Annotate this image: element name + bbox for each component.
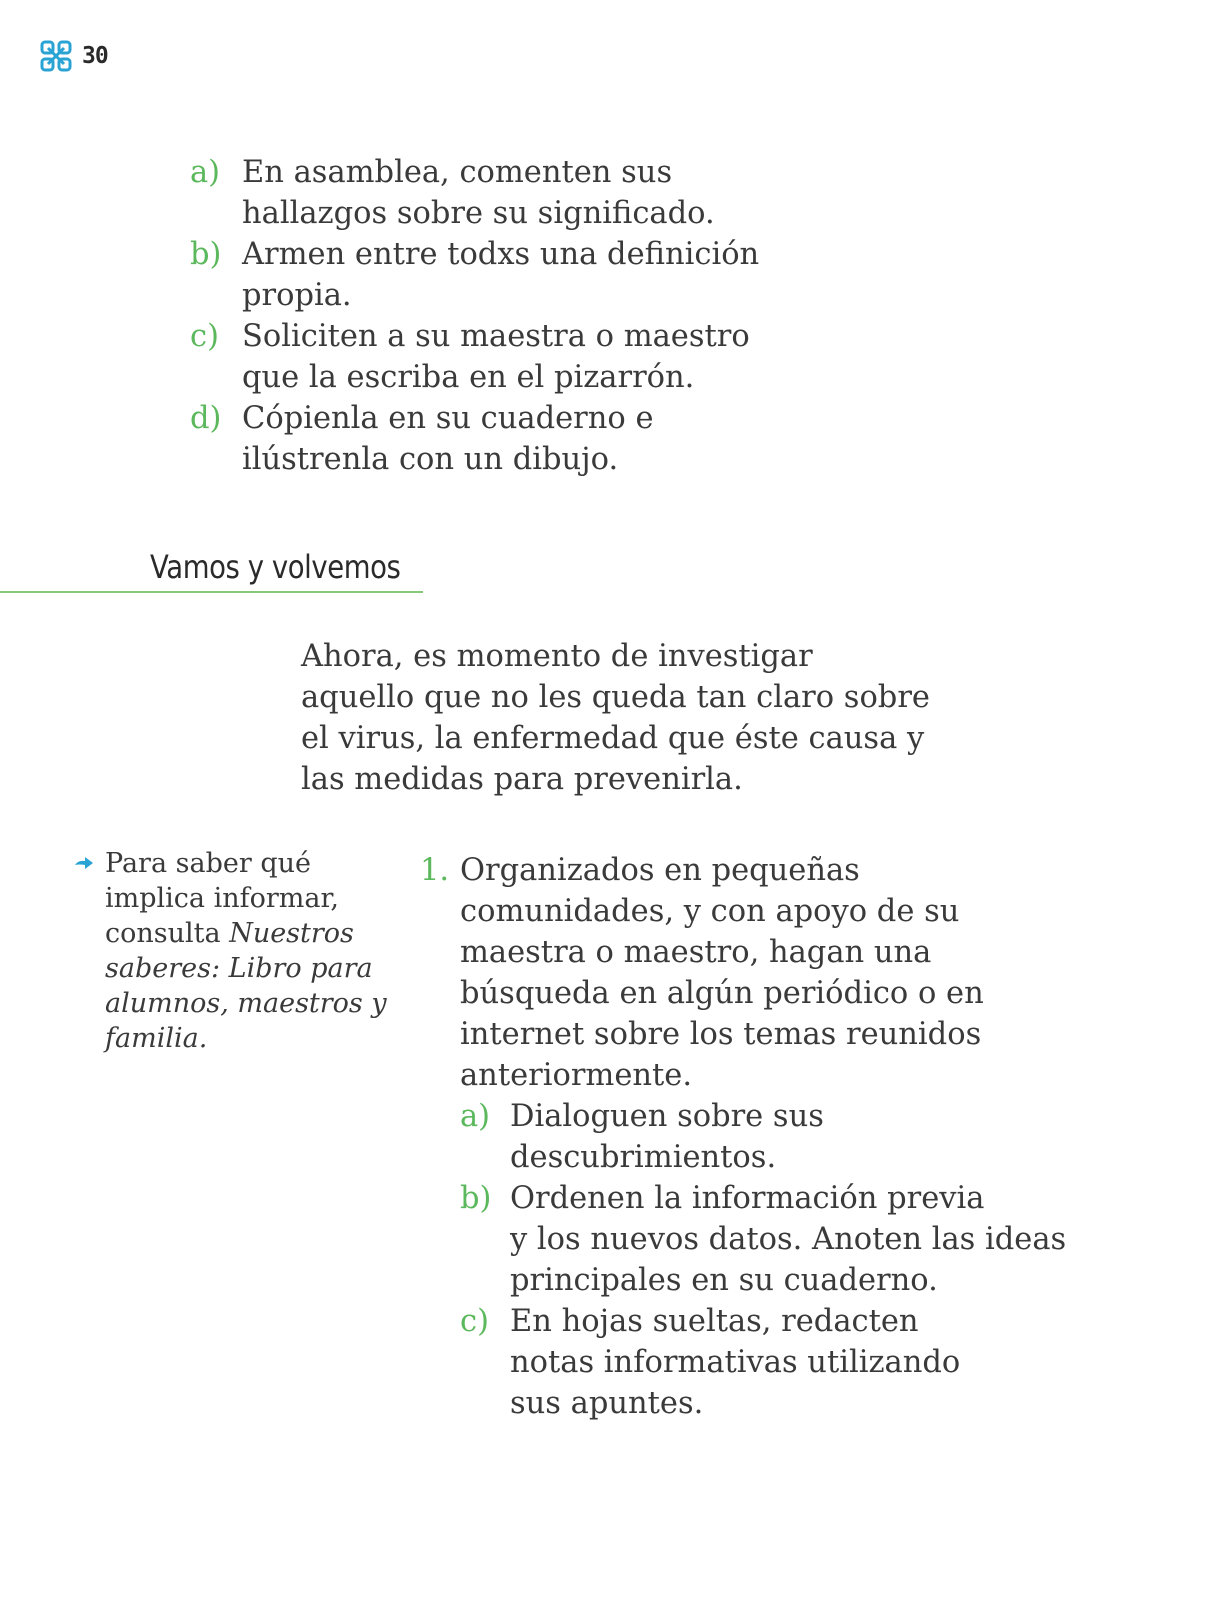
side-note-line bbox=[105, 916, 395, 951]
page-header bbox=[38, 38, 108, 74]
book-title: alumnos, maestros y bbox=[105, 988, 387, 1019]
list-item-line: búsqueda en algún periódico o en bbox=[460, 976, 984, 1011]
list-item-line: Ordenen la información previa bbox=[510, 1181, 985, 1216]
activity-sublist bbox=[460, 1096, 1080, 1424]
list-item-line: En hojas sueltas, redacten bbox=[510, 1304, 919, 1339]
side-note bbox=[105, 846, 395, 1056]
list-item bbox=[190, 234, 790, 316]
list-item-line: principales en su cuaderno. bbox=[510, 1263, 938, 1298]
list-item-line: y los nuevos datos. Anoten las ideas bbox=[510, 1222, 1067, 1257]
page-number: 30 bbox=[82, 43, 108, 69]
list-item-line: Soliciten a su maestra o maestro bbox=[242, 319, 750, 354]
list-item-line: Organizados en pequeñas bbox=[460, 853, 860, 888]
list-item-line: comunidades, y con apoyo de su bbox=[460, 894, 960, 929]
list-item-line: ilústrenla con un dibujo. bbox=[242, 442, 619, 477]
list-marker: 1. bbox=[420, 853, 450, 888]
list-item-line: descubrimientos. bbox=[510, 1140, 777, 1175]
activity-list bbox=[420, 850, 1080, 1424]
intro-line: Ahora, es momento de investigar bbox=[301, 639, 813, 674]
list-item bbox=[460, 1178, 1080, 1301]
list-item-line: maestra o maestro, hagan una bbox=[460, 935, 932, 970]
list-item bbox=[190, 152, 790, 234]
list-marker: b) bbox=[460, 1181, 492, 1216]
list-item-line: sus apuntes. bbox=[510, 1386, 704, 1421]
list-marker: d) bbox=[190, 401, 222, 436]
list-item-line: En asamblea, comenten sus bbox=[242, 155, 673, 190]
side-note-line: implica informar, bbox=[105, 883, 339, 914]
list-item-line: anteriormente. bbox=[460, 1058, 693, 1093]
list-item-line: propia. bbox=[242, 278, 352, 313]
list-item-line: Armen entre todxs una definición bbox=[242, 237, 760, 272]
list-item-line: notas informativas utilizando bbox=[510, 1345, 961, 1380]
book-title: familia. bbox=[105, 1023, 208, 1054]
list-marker: a) bbox=[460, 1099, 491, 1134]
book-title: saberes: Libro para bbox=[105, 953, 373, 984]
list-item-line: hallazgos sobre su significado. bbox=[242, 196, 715, 231]
list-item-line: que la escriba en el pizarrón. bbox=[242, 360, 695, 395]
list-item bbox=[420, 850, 1080, 1424]
side-note-line: Para saber qué bbox=[105, 848, 311, 879]
list-item bbox=[190, 316, 790, 398]
arrow-right-icon bbox=[74, 856, 94, 876]
intro-line: aquello que no les queda tan claro sobre bbox=[301, 680, 930, 715]
list-item-line: Dialoguen sobre sus bbox=[510, 1099, 824, 1134]
list-marker: c) bbox=[460, 1304, 489, 1339]
section-title: Vamos y volvemos bbox=[150, 548, 401, 586]
list-item bbox=[460, 1301, 1080, 1424]
list-item-line: Cópienla en su cuaderno e bbox=[242, 401, 654, 436]
section-divider bbox=[0, 591, 423, 593]
intro-line: las medidas para prevenirla. bbox=[301, 762, 743, 797]
list-item bbox=[190, 398, 790, 480]
list-item-line: internet sobre los temas reunidos bbox=[460, 1017, 982, 1052]
list-item bbox=[460, 1096, 1080, 1178]
book-title: Nuestros bbox=[229, 918, 354, 949]
intro-line: el virus, la enfermedad que éste causa y bbox=[301, 721, 925, 756]
list-marker: c) bbox=[190, 319, 219, 354]
knot-ornament-icon bbox=[38, 38, 74, 74]
intro-paragraph bbox=[301, 636, 941, 800]
list-marker: a) bbox=[190, 155, 221, 190]
side-note-text: consulta bbox=[105, 918, 230, 949]
activity-sublist bbox=[190, 152, 790, 480]
list-marker: b) bbox=[190, 237, 222, 272]
